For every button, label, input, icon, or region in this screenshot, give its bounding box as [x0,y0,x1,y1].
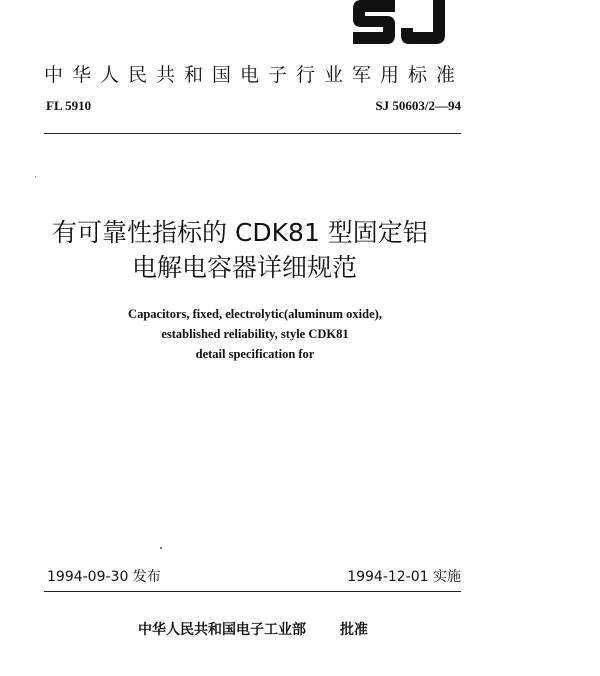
title-cn-line-1: 有可靠性指标的 CDK81 型固定铝 [52,218,428,247]
sj-logo-mark [349,0,449,52]
footer-divider [44,591,461,592]
standard-number: SJ 50603/2—94 [375,98,461,113]
scan-speck [160,547,162,549]
scan-speck [35,176,36,177]
classification-code: FL 5910 [46,98,92,113]
title-en-line-2: established reliability, style CDK81 [161,327,349,341]
issue-date: 1994-09-30 发布 [47,569,161,585]
implementation-date: 1994-12-01 实施 [347,569,461,585]
title-en-line-3: detail specification for [195,347,315,361]
header-divider [44,133,461,134]
title-cn-line-2: 电解电容器详细规范 [132,253,358,282]
standard-title: 中华人民共和国电子行业军用标准 [44,64,465,86]
sj-logo [349,0,449,52]
title-en-line-1: Capacitors, fixed, electrolytic(aluminum oxide), [128,307,382,321]
approval-label: 批准 [340,622,368,638]
approving-authority: 中华人民共和国电子工业部 [138,622,306,638]
document-title-cn [52,215,482,285]
document-title-en [90,304,420,364]
